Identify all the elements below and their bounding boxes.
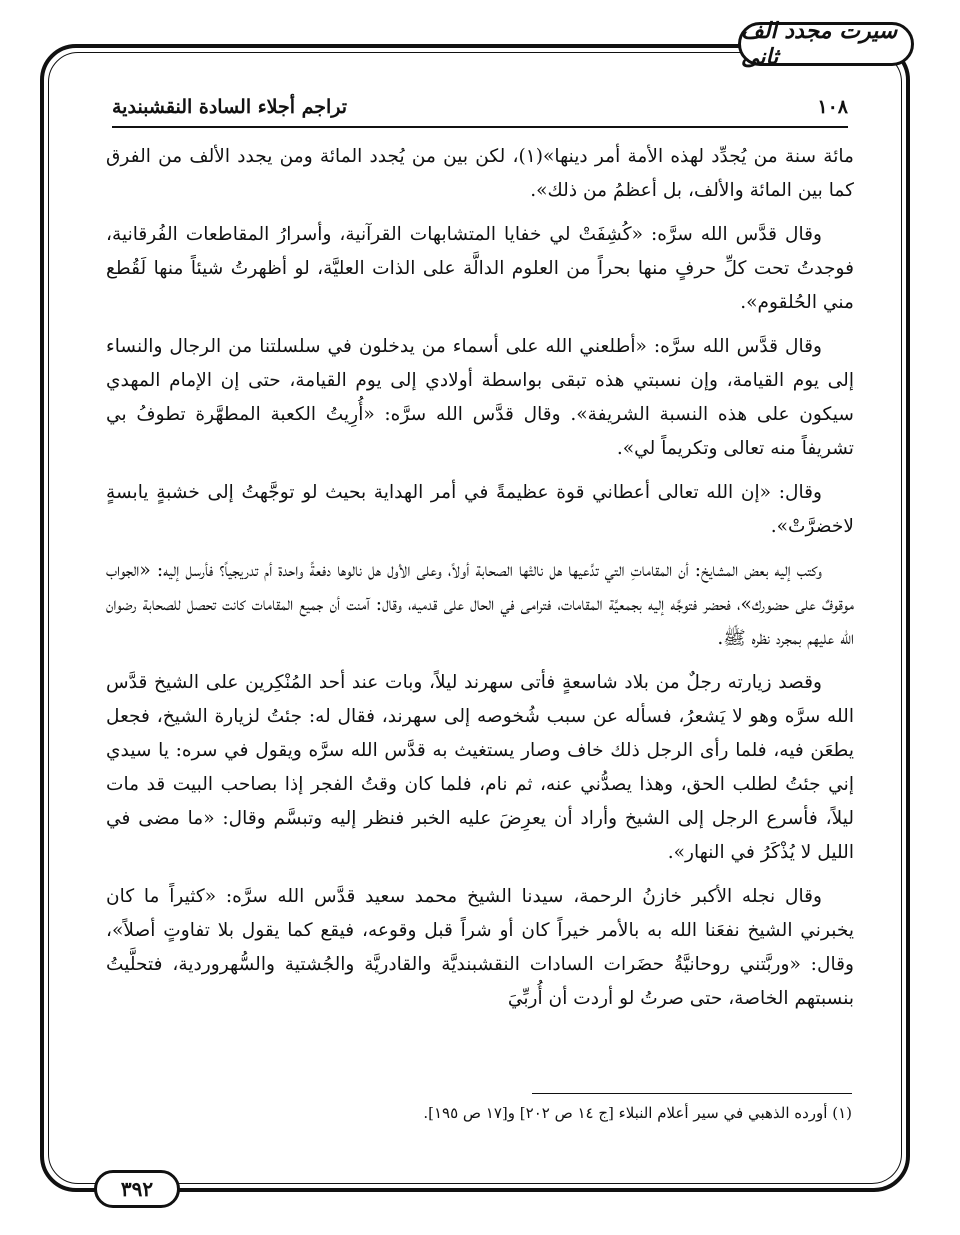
book-title-badge: سیرت مجدد الف ثانی xyxy=(738,22,914,66)
footnote-divider xyxy=(532,1093,852,1094)
paragraph: وكتب إليه بعض المشايخ: أن المقاماتِ التي تدَّعيها هل نالتْها الصحابة أولاً، وعلى الأول هل نالوها دفعةً واحدة أم تدريجياً؟ فأرسل إليه: «الجواب موقوفٌ على حضورك»، فحضر فتوجَّه إليه بجمعيَّة المقامات، فترامى في الحال على قدميه، وقال: آمنت أن جميع المقامات كانت تحصل للصحابة رضوان الله عليهم بمجرد نظره ﷺ. xyxy=(106,560,854,649)
paragraph: وقال نجله الأكبر خازنُ الرحمة، سيدنا الشيخ محمد سعيد قدَّس الله سرَّه: «كثيراً ما كان يخبرني الشيخ نفعَنا الله به بالأمر خيراً كان أو شراً قبل وقوعه، فيقع كما يقول بلا تفاوتٍ أصلاً»، وقال: «وربَّتني روحانيَّةُ حضَرات السادات النقشبنديَّة والقادريَّة والجُشتية والسُّهروردية، فتحلَّيتُ بنسبتهم الخاصة، حتى صرتُ لو أردت أن أُربِّيَ xyxy=(106,886,854,1009)
paragraph: وقال: «إن الله تعالى أعطاني قوة عظيمةً في أمر الهداية بحيث لو توجَّهتُ إلى خشبةٍ يابسةٍ لاخضرَّتْ». xyxy=(106,482,854,537)
main-text xyxy=(106,140,854,1026)
footnote: (١) أورده الذهبي في سير أعلام النبلاء [ج ١٤ ص ٢٠٢] و[١٧ ص ١٩٥]. xyxy=(423,1104,852,1122)
paragraph: وقصد زيارته رجلٌ من بلاد شاسعةٍ فأتى سهرند ليلاً، وبات عند أحد المُنْكِرين على الشيخ قدَّس الله سرَّه وهو لا يَشعرُ، فسأله عن سبب شُخوصه إلى سهرند، فقال له: جئتُ لزيارة الشيخ، فجعل يطعَن فيه، فلما رأى الرجل ذلك خاف وصار يستغيث به قدَّس الله سرَّه ويقول في سره: يا سيدي إني جئتُ لطلب الحق، وهذا يصدُّني عنه، ثم نام، فلما كان وقتُ الفجر إذا بصاحب البيت قد مات ليلاً، فأسرع الرجل إلى الشيخ وأراد أن يعرِضَ عليه الخبر فنظر إليه وتبسَّم وقال: «ما مضى في الليل لا يُذْكَرُ في النهار». xyxy=(106,672,854,863)
paragraph: وقال قدَّس الله سرَّه: «كُشِفَتْ لي خفايا المتشابهات القرآنية، وأسرارُ المقاطعات الفُرقانية، فوجدتُ تحت كلِّ حرفٍ منها بحراً من العلوم الدالَّة على الذات العليَّة، لو أظهرتُ شيئاً منها لَقُطع مني الحُلقوم». xyxy=(106,224,854,313)
paragraph: وقال قدَّس الله سرَّه: «أطلعني الله على أسماء من يدخلون في سلسلتنا من الرجال والنساء إلى يوم القيامة، وإن نسبتي هذه تبقى بواسطة أولادي إلى يوم القيامة، حتى إن الإمام المهدي سيكون على هذه النسبة الشريفة». وقال قدَّس الله سرَّه: «أُرِيتُ الكعبة المطهَّرة تطوفُ بي تشريفاً منه تعالى وتكريماً لي». xyxy=(106,336,854,459)
chapter-title: تراجم أجلاء السادة النقشبندية xyxy=(112,96,348,118)
header-page-number: ١٠٨ xyxy=(817,96,848,118)
running-header xyxy=(112,88,848,128)
paragraph: مائة سنة من يُجدِّد لهذه الأمة أمر دينها»(١)، لكن بين من يُجدد المائة ومن يجدد الألف من الفرق كما بين المائة والألف، بل أعظمُ من ذلك». xyxy=(106,146,855,201)
page-number-badge: ٣٩٢ xyxy=(94,1170,180,1208)
